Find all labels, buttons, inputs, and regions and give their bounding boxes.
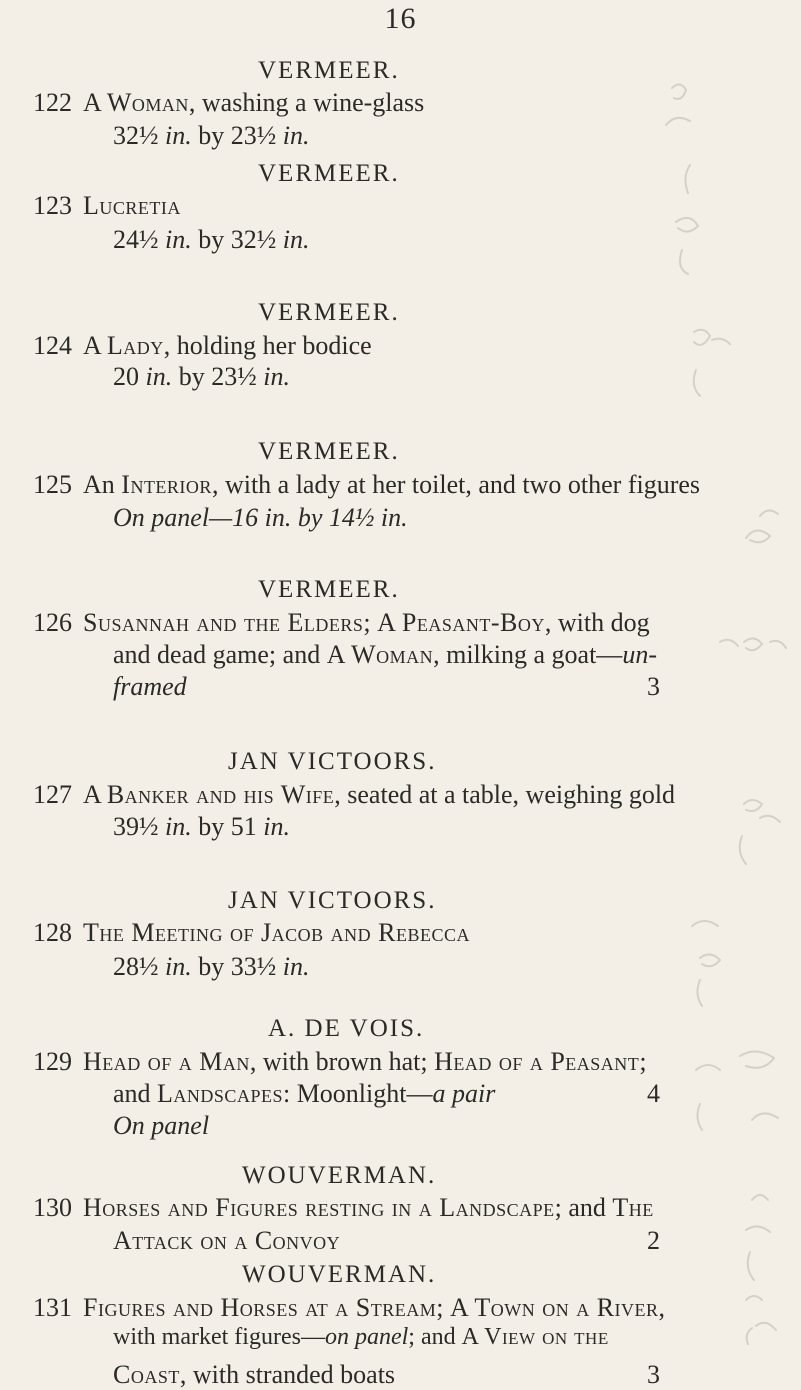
text-run: A [83,331,107,360]
artist-name: WOUVERMAN. [242,1162,437,1189]
pencil-mark [746,1195,770,1280]
text-run: A [83,780,107,809]
text-run: framed [113,672,187,701]
text-run: Horses and Figures resting in a Landscape [83,1193,555,1222]
pencil-mark [692,921,720,1006]
lot-number: 125 [33,470,72,499]
text-run: ; [436,1293,450,1322]
lot-number: 128 [33,918,72,947]
page-number: 16 [384,2,417,35]
text-run: ; [363,608,378,637]
lot-number: 126 [33,608,72,637]
artist-name: VERMEER. [258,576,400,603]
text-run: A [83,88,107,117]
lot-quantity: 3 [647,1360,660,1389]
text-run: On panel [113,1111,210,1140]
lot-quantity: 3 [647,672,660,701]
artist-name: VERMEER. [258,299,400,326]
text-run: in. [165,952,192,981]
text-run: Lucretia [83,191,181,220]
text-run: and [113,1079,158,1108]
text-run: in. [282,952,310,981]
text-run: , with brown hat; [249,1047,435,1076]
text-run: by 32½ [191,225,283,254]
text-run: 32½ [113,121,165,150]
text-run: The Meeting of Jacob and Rebecca [83,918,470,947]
text-run: , seated at a table, weighing gold [334,780,676,809]
text-run: on panel [324,1324,409,1350]
artist-name: WOUVERMAN. [242,1261,437,1288]
lot-number: 123 [33,191,72,220]
lot-number: 130 [33,1193,72,1222]
text-run: by 51 [191,812,264,841]
text-run: Woman [106,88,189,117]
text-run: Lady [106,331,164,360]
text-run: A Town on a River [449,1293,659,1322]
text-run: , with stranded boats [179,1360,396,1389]
pencil-mark [746,1296,776,1344]
text-run: Attack on a Convoy [113,1226,341,1255]
text-run: in. [165,225,192,254]
text-run: in. [165,121,192,150]
pencil-mark [720,638,786,650]
text-run: by 23½ [172,362,264,391]
artist-name: JAN VICTOORS. [228,748,437,775]
text-run: ; [639,1047,647,1076]
lot-quantity: 4 [647,1079,660,1108]
lot-number: 131 [33,1293,72,1322]
text-run: Figures and Horses at a Stream [83,1293,437,1322]
text-run: , washing a wine-glass [188,88,425,117]
text-run: A Woman [326,640,434,669]
text-run: 24½ [113,225,165,254]
text-run: Head of a Peasant [434,1047,640,1076]
text-run: Landscapes [157,1079,283,1108]
text-run: On panel—16 in. by 14½ in. [113,503,408,532]
text-run: 20 [113,362,146,391]
artist-name: A. DE VOIS. [268,1015,425,1042]
text-run: in. [282,225,310,254]
text-run: with market figures— [113,1324,325,1350]
pencil-mark [666,84,690,193]
text-run: Interior [121,470,212,499]
text-run: Head of a Man [83,1047,250,1076]
text-run: by 33½ [191,952,283,981]
text-run: , with dog [544,608,650,637]
text-run: in. [145,362,173,391]
text-run: : Moonlight— [282,1079,433,1108]
text-run: The [612,1193,654,1222]
pencil-mark [746,510,778,542]
text-run: in. [282,121,310,150]
pencil-mark [676,218,698,274]
text-run: and dead game; and [113,640,327,669]
lot-number: 129 [33,1047,72,1076]
pencil-mark [694,330,730,396]
lot-quantity: 2 [647,1226,660,1255]
lot-title-line [113,1360,395,1390]
text-run: in. [263,362,290,391]
text-run: A Peasant-Boy [377,608,545,637]
text-run: ; and [554,1193,613,1222]
text-run: , with a lady at her toilet, and two other figures [211,470,701,499]
text-run: A View on the [461,1324,609,1350]
text-run: by 23½ [191,121,283,150]
text-run: An [83,470,122,499]
text-run: 39½ [113,812,165,841]
text-run: Coast [113,1360,180,1389]
text-run: Susannah and the Elders [83,608,364,637]
pencil-mark [740,800,780,864]
artist-name: VERMEER. [258,438,400,465]
text-run: , holding her bodice [163,331,372,360]
text-run: Banker and his Wife [106,780,335,809]
artist-name: JAN VICTOORS. [228,887,437,914]
text-run: 28½ [113,952,165,981]
text-run: in. [263,812,290,841]
lot-number: 127 [33,780,72,809]
artist-name: VERMEER. [258,160,400,187]
text-run: in. [165,812,192,841]
text-run: , [658,1293,666,1322]
text-run: a pair [432,1079,496,1108]
lot-number: 124 [33,331,72,360]
lot-number: 122 [33,88,72,117]
text-run: ; and [408,1324,462,1350]
text-run: , milking a goat— [433,640,623,669]
artist-name: VERMEER. [258,57,400,84]
pencil-mark [696,1051,778,1130]
text-run: un- [622,640,657,669]
